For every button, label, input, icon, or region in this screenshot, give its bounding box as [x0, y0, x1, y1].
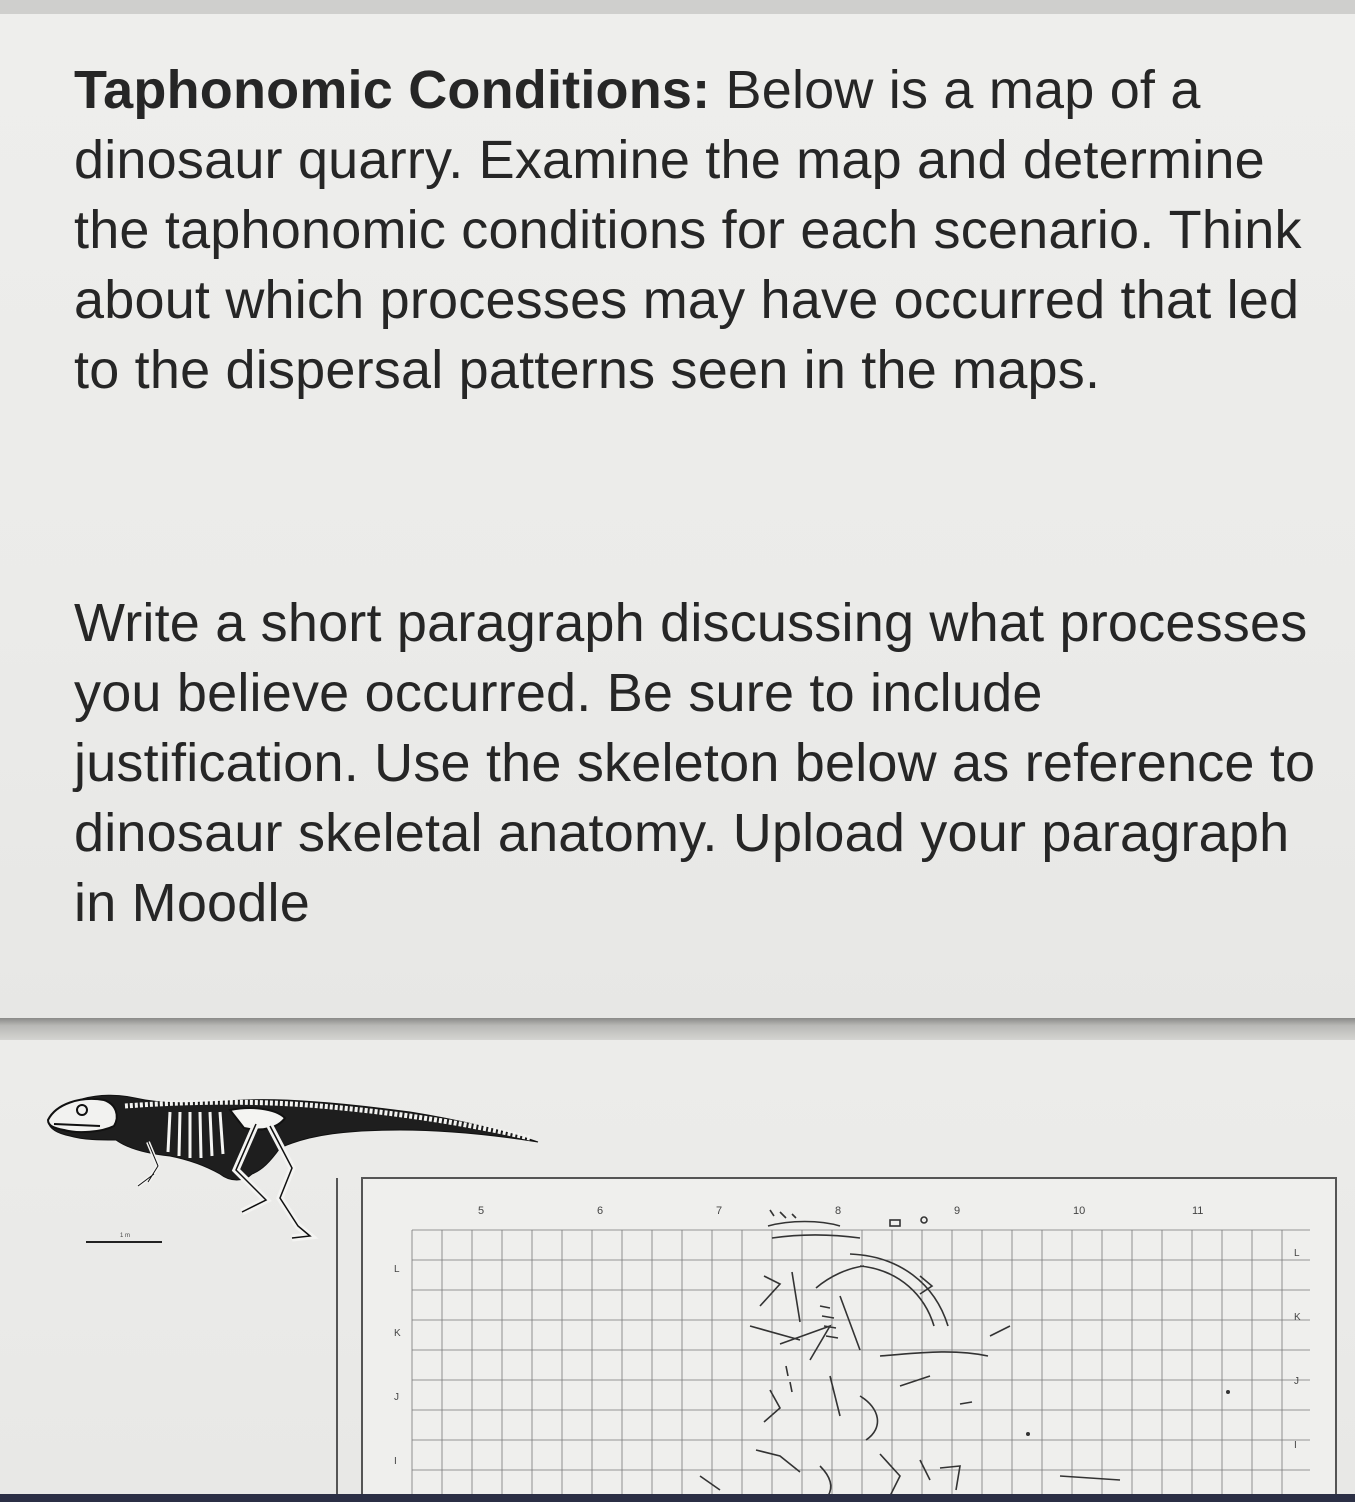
- map-column-label: 7: [716, 1205, 723, 1217]
- map-row-label-right: K: [1294, 1312, 1301, 1323]
- figure-separator-line: [336, 1178, 338, 1502]
- map-row-label-left: L: [394, 1264, 400, 1275]
- section-divider: [0, 1018, 1355, 1040]
- top-strip: [0, 0, 1355, 14]
- map-row-label-right: J: [1294, 1376, 1299, 1387]
- scale-bar-label: 1 m: [120, 1233, 131, 1239]
- map-row-label-right: L: [1294, 1248, 1300, 1259]
- map-column-label: 8: [835, 1205, 842, 1217]
- quarry-map: [360, 1176, 1340, 1502]
- map-row-label-right: I: [1294, 1440, 1297, 1451]
- map-row-label-left: I: [394, 1456, 397, 1467]
- instructions-paragraph-1: [74, 55, 1334, 405]
- map-column-label: 6: [597, 1205, 604, 1217]
- map-column-label: 11: [1192, 1205, 1204, 1217]
- map-column-label: 10: [1073, 1205, 1086, 1217]
- heading: Taphonomic Conditions:: [74, 60, 711, 120]
- bottom-edge: [0, 1494, 1355, 1502]
- map-row-label-left: K: [394, 1328, 401, 1339]
- map-column-label: 9: [954, 1205, 961, 1217]
- paragraph-1-body: Below is a map of a dinosaur quarry. Examine the map and determine the taphonomic conditions for each scenario. Think about which processes may have occurred that led to the dispersal patterns seen in the maps.: [74, 60, 1302, 400]
- map-row-label-left: J: [394, 1392, 399, 1403]
- map-column-label: 5: [478, 1205, 485, 1217]
- instructions-paragraph-2: Write a short paragraph discussing what processes you believe occurred. Be sure to include justification. Use the skeleton below as reference to dinosaur skeletal anatomy. Upload your paragraph in Moodle: [74, 593, 1316, 933]
